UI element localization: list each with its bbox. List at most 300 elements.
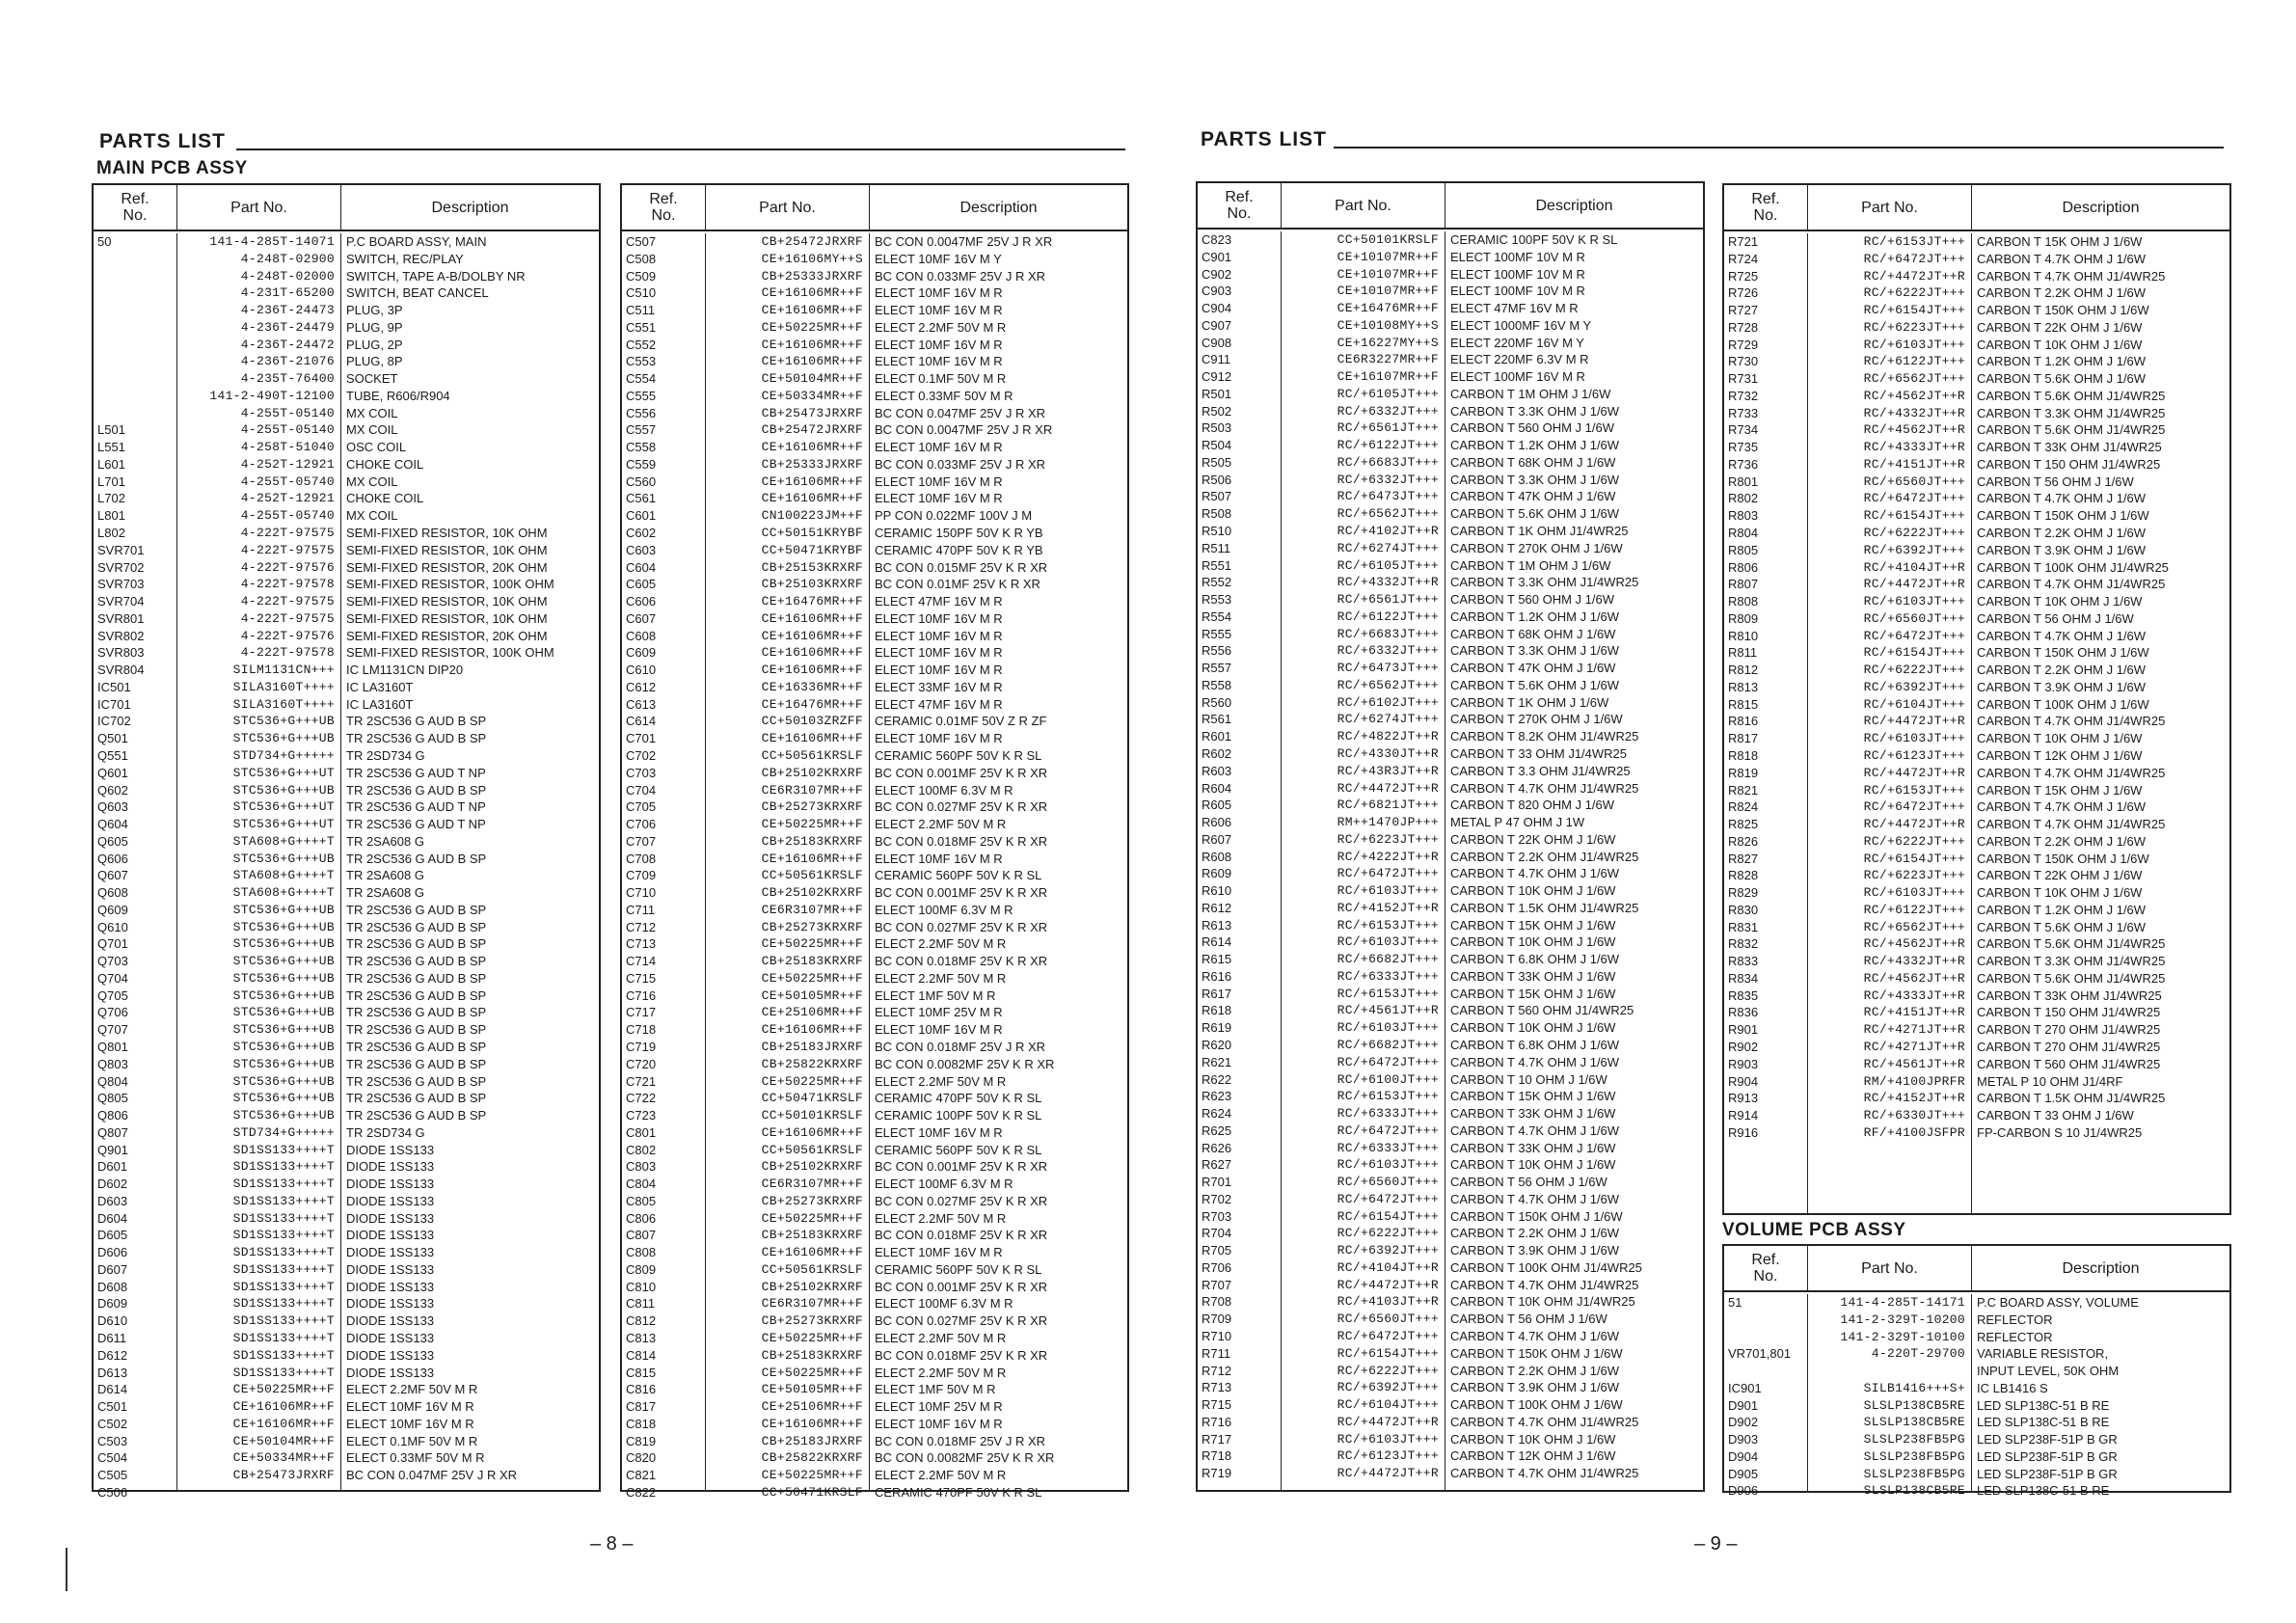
description-cell: CARBON T 1.2K OHM J 1/6W (1977, 902, 2147, 917)
part-no-cell: RC/+6122JT+++ (1863, 354, 1965, 369)
description-cell: CARBON T 2.2K OHM J 1/6W (1977, 833, 2147, 849)
description-cell: BC CON 0.0047MF 25V J R XR (875, 234, 1053, 249)
description-cell: CARBON T 3.3K OHM J 1/6W (1450, 472, 1620, 487)
description-cell: P.C BOARD ASSY, MAIN (346, 234, 487, 249)
part-no-cell: CB+25102KRXRF (761, 1159, 863, 1175)
part-no-cell: RC/+6122JT+++ (1337, 438, 1439, 453)
part-no-cell: CE+50225MR++F (761, 1331, 863, 1345)
part-no-cell: SLSLP238FB5PG (1863, 1448, 1965, 1464)
description-cell: CARBON T 2.2K OHM J 1/6W (1450, 1363, 1620, 1378)
ref-cell: SVR801 (97, 610, 145, 626)
ref-cell: L802 (97, 526, 125, 541)
part-no-cell: CE+50225MR++F (761, 817, 863, 832)
part-no-cell: RC/+6561JT+++ (1337, 420, 1439, 436)
description-cell: BC CON 0.001MF 25V K R XR (875, 1279, 1048, 1294)
description-cell: DIODE 1SS133 (346, 1347, 435, 1363)
description-cell: TR 2SD734 G (346, 1124, 425, 1140)
part-no-cell: RC/+4561JT++R (1337, 1003, 1439, 1018)
description-cell: CARBON T 100K OHM J1/4WR25 (1977, 559, 2169, 575)
ref-cell: D605 (97, 1228, 128, 1243)
ref-cell: R732 (1728, 388, 1759, 403)
part-no-cell: RC/+6821JT+++ (1337, 798, 1439, 813)
ref-cell: C904 (1202, 301, 1232, 316)
description-column (869, 233, 1127, 1500)
ref-cell: C704 (626, 782, 657, 798)
description-cell: ELECT 100MF 10V M R (1450, 249, 1585, 264)
part-no-cell: RC/+4102JT++R (1337, 524, 1439, 539)
ref-cell: C714 (626, 954, 657, 969)
part-no-cell: CE+25106MR++F (761, 1399, 863, 1415)
part-no-cell: RC/+6223JT+++ (1863, 868, 1965, 883)
part-no-cell: RC/+4562JT++R (1863, 936, 1965, 952)
ref-cell: R826 (1728, 833, 1759, 849)
part-no-cell: CE6R3107MR++F (761, 782, 863, 798)
part-no-cell: CE+16106MR++F (232, 1416, 335, 1431)
ref-cell: R552 (1202, 575, 1232, 590)
part-no-cell: SLSLP138CB5RE (1863, 1415, 1965, 1430)
ref-cell: Q703 (97, 954, 128, 969)
description-cell: ELECT 0.1MF 50V M R (875, 371, 1007, 387)
ref-cell: D612 (97, 1347, 128, 1363)
ref-cell: IC701 (97, 696, 131, 712)
ref-cell: R615 (1202, 952, 1232, 967)
description-cell: CARBON T 150K OHM J 1/6W (1977, 645, 2149, 661)
part-no-cell: SD1SS133++++T (232, 1177, 335, 1192)
ref-cell: R818 (1728, 747, 1759, 763)
part-no-cell: CE+16476MR++F (1337, 301, 1439, 316)
description-cell: CARBON T 15K OHM J 1/6W (1450, 917, 1616, 933)
ref-cell: C603 (626, 542, 657, 557)
part-no-cell: RC/+6103JT+++ (1863, 731, 1965, 746)
ref-cell: C814 (626, 1347, 657, 1363)
description-cell: CARBON T 6.8K OHM J 1/6W (1450, 1037, 1620, 1052)
description-cell: ELECT 10MF 16V M R (875, 1245, 1003, 1260)
description-cell: PLUG, 2P (346, 337, 403, 352)
description-cell: CARBON T 2.2K OHM J 1/6W (1977, 526, 2147, 541)
description-cell: ELECT 10MF 16V M R (875, 851, 1003, 866)
description-cell: CARBON T 4.7K OHM J 1/6W (1450, 1123, 1620, 1138)
part-no-cell: RC/+4332JT++R (1337, 575, 1439, 590)
part-no-cell: 4-220T-29700 (1871, 1346, 1965, 1362)
description-cell: CARBON T 15K OHM J 1/6W (1450, 986, 1616, 1001)
ref-cell: R719 (1202, 1466, 1232, 1481)
ref-cell: R902 (1728, 1039, 1759, 1054)
description-cell: BC CON 0.018MF 25V K R XR (875, 1228, 1048, 1243)
ref-cell: C506 (97, 1484, 128, 1500)
part-no-cell: 141-2-490T-12100 (209, 388, 335, 403)
part-no-cell: CE+16476MR++F (761, 594, 863, 609)
part-no-cell: CB+25183KRXRF (761, 954, 863, 969)
right-title-rule (1334, 147, 2224, 149)
part-no-cell: CE+10107MR++F (1337, 266, 1439, 282)
part-no-cell: RC/+4472JT++R (1863, 817, 1965, 832)
ref-cell: L702 (97, 491, 125, 506)
part-no-cell: RC/+6330JT+++ (1863, 1108, 1965, 1123)
description-cell: CARBON T 2.2K OHM J 1/6W (1977, 285, 2147, 301)
description-cell: ELECT 10MF 16V M R (875, 303, 1003, 318)
ref-cell: SVR701 (97, 542, 145, 557)
ref-cell: D905 (1728, 1466, 1759, 1481)
part-no-cell: STC536+G+++UT (232, 799, 335, 815)
description-cell: BC CON 0.018MF 25V K R XR (875, 833, 1048, 849)
part-no-cell: RC/+6682JT+++ (1337, 952, 1439, 967)
description-cell: CARBON T 1M OHM J 1/6W (1450, 386, 1611, 401)
ref-cell: R735 (1728, 440, 1759, 455)
description-cell: TR 2SA608 G (346, 833, 424, 849)
ref-cell: C553 (626, 354, 657, 369)
part-no-cell: RC/+6104JT+++ (1863, 696, 1965, 712)
ref-cell: R609 (1202, 866, 1232, 881)
part-no-cell: RC/+4332JT++R (1863, 954, 1965, 969)
description-cell: ELECT 220MF 16V M Y (1450, 335, 1584, 350)
part-no-cell: SD1SS133++++T (232, 1261, 335, 1277)
part-no-cell: RC/+4151JT++R (1863, 456, 1965, 472)
description-cell: TR 2SC536 G AUD T NP (346, 765, 486, 780)
ref-cell: C805 (626, 1193, 657, 1208)
part-no-cell: SD1SS133++++T (232, 1142, 335, 1157)
description-cell: DIODE 1SS133 (346, 1279, 435, 1294)
description-cell: VARIABLE RESISTOR, (1977, 1346, 2109, 1362)
ref-cell: Q704 (97, 970, 128, 986)
part-no-cell: CB+25273KRXRF (761, 1193, 863, 1208)
ref-cell: R727 (1728, 303, 1759, 318)
description-cell: SWITCH, TAPE A-B/DOLBY NR (346, 268, 526, 284)
description-cell: BC CON 0.018MF 25V K R XR (875, 1347, 1048, 1363)
part-no-cell: RC/+6103JT+++ (1337, 934, 1439, 950)
right-page-title: PARTS LIST (1201, 128, 1327, 150)
ref-cell: R724 (1728, 251, 1759, 266)
description-cell: IC LB1416 S (1977, 1380, 2048, 1395)
ref-cell: R503 (1202, 420, 1232, 436)
description-cell: CARBON T 10K OHM J 1/6W (1450, 1020, 1616, 1036)
ref-cell: R803 (1728, 508, 1759, 524)
part-no-cell: 141-4-285T-14071 (209, 234, 335, 249)
description-cell: CARBON T 4.7K OHM J1/4WR25 (1977, 817, 2166, 832)
ref-cell: R835 (1728, 987, 1759, 1003)
ref-cell: R821 (1728, 782, 1759, 798)
ref-cell: C711 (626, 902, 656, 917)
part-no-cell: RC/+4472JT++R (1863, 268, 1965, 284)
ref-cell: R561 (1202, 712, 1232, 727)
ref-cell: C559 (626, 456, 657, 472)
ref-cell: IC501 (97, 679, 131, 694)
part-no-cell: SD1SS133++++T (232, 1296, 335, 1312)
description-header: Description (1971, 185, 2229, 230)
part-no-cell: RC/+4561JT++R (1863, 1056, 1965, 1071)
ref-cell: C806 (626, 1210, 657, 1226)
part-no-cell: 4-222T-97575 (240, 594, 335, 609)
description-cell: ELECT 2.2MF 50V M R (875, 1073, 1007, 1089)
description-cell: ELECT 220MF 6.3V M R (1450, 352, 1589, 367)
ref-cell: D603 (97, 1193, 128, 1208)
part-no-cell: STC536+G+++UB (232, 714, 335, 729)
part-no-cell: RM/+4100JPRFR (1863, 1073, 1965, 1089)
ref-cell: C820 (626, 1450, 657, 1466)
main-pcb-table-2 (620, 183, 1129, 1500)
part-no-cell: RC/+4152JT++R (1863, 1091, 1965, 1106)
part-no-cell: RC/+4472JT++R (1863, 577, 1965, 592)
ref-cell: R506 (1202, 472, 1232, 487)
description-cell: BC CON 0.018MF 25V J R XR (875, 1433, 1045, 1448)
part-no-cell: CE+16106MR++F (761, 1022, 863, 1038)
description-cell: TUBE, R606/R904 (346, 388, 450, 403)
description-cell: CARBON T 4.7K OHM J 1/6W (1450, 1191, 1620, 1206)
description-cell: BC CON 0.027MF 25V K R XR (875, 1313, 1048, 1329)
description-cell: DIODE 1SS133 (346, 1365, 435, 1380)
part-no-cell: SILA3160T++++ (232, 679, 335, 694)
ref-cell: Q610 (97, 919, 128, 934)
description-cell: TR 2SC536 G AUD B SP (346, 936, 487, 952)
ref-cell: R721 (1728, 234, 1759, 249)
part-no-cell: CE+16106MR++F (761, 473, 863, 489)
ref-cell: Q603 (97, 799, 128, 815)
description-cell: CARBON T 3.3K OHM J1/4WR25 (1450, 575, 1639, 590)
ref-cell: C607 (626, 610, 657, 626)
ref-cell: R709 (1202, 1312, 1232, 1327)
ref-cell: C723 (626, 1108, 657, 1123)
description-cell: CARBON T 33K OHM J 1/6W (1450, 1106, 1616, 1122)
ref-no-header: Ref. No. (1751, 191, 1780, 224)
part-no-cell: RC/+6154JT+++ (1863, 851, 1965, 866)
description-cell: CERAMIC 100PF 50V K R SL (1450, 232, 1618, 247)
ref-cell: D604 (97, 1210, 128, 1226)
ref-cell: VR701,801 (1728, 1346, 1792, 1362)
description-cell: LED SLP238F-51P B GR (1977, 1432, 2118, 1447)
description-cell: MX COIL (346, 508, 398, 524)
part-no-cell: STD734+G+++++ (232, 747, 335, 763)
description-cell: DIODE 1SS133 (346, 1313, 435, 1329)
part-column (176, 233, 340, 1490)
description-cell: CARBON T 4.7K OHM J 1/6W (1450, 866, 1620, 881)
description-cell: CERAMIC 560PF 50V K R SL (875, 1142, 1042, 1157)
part-no-cell: SD1SS133++++T (232, 1279, 335, 1294)
description-cell: P.C BOARD ASSY, VOLUME (1977, 1295, 2139, 1310)
part-no-header: Part No. (1281, 183, 1445, 228)
description-cell: SEMI-FIXED RESISTOR, 10K OHM (346, 610, 548, 626)
ref-cell: Q607 (97, 868, 128, 883)
description-cell: CARBON T 100K OHM J1/4WR25 (1450, 1259, 1642, 1275)
ref-cell: L801 (97, 508, 125, 524)
ref-cell: R605 (1202, 798, 1232, 813)
ref-cell: R701 (1202, 1175, 1232, 1190)
part-no-cell: RC/+6122JT+++ (1863, 902, 1965, 917)
part-no-cell: CN100223JM++F (761, 508, 863, 524)
ref-cell: R817 (1728, 731, 1759, 746)
description-cell: ELECT 10MF 16V M R (875, 610, 1003, 626)
part-no-cell: CE6R3107MR++F (761, 902, 863, 917)
part-no-cell: CB+25102KRXRF (761, 885, 863, 901)
ref-cell: R811 (1728, 645, 1758, 661)
ref-cell: C508 (626, 251, 657, 266)
description-cell: PP CON 0.022MF 100V J M (875, 508, 1033, 524)
part-no-cell: CB+25273KRXRF (761, 919, 863, 934)
description-cell: CARBON T 33 OHM J1/4WR25 (1450, 745, 1628, 761)
description-cell: CARBON T 3.9K OHM J 1/6W (1450, 1380, 1620, 1395)
part-no-cell: RC/+6274JT+++ (1337, 712, 1439, 727)
ref-cell: C812 (626, 1313, 657, 1329)
part-no-cell: 4-255T-05740 (240, 508, 335, 524)
description-cell: CARBON T 5.6K OHM J 1/6W (1450, 677, 1620, 692)
description-cell: BC CON 0.0047MF 25V J R XR (875, 422, 1053, 438)
description-cell: CARBON T 560 OHM J 1/6W (1450, 420, 1615, 436)
ref-cell: C609 (626, 645, 657, 661)
description-cell: CARBON T 150K OHM J 1/6W (1450, 1208, 1623, 1224)
part-no-cell: CE+50225MR++F (761, 1365, 863, 1380)
part-no-cell: CB+25103KRXRF (761, 577, 863, 592)
part-no-cell: CB+25153KRXRF (761, 559, 863, 575)
part-no-cell: CC+50471KRSLF (761, 1484, 863, 1500)
description-cell: CARBON T 10K OHM J 1/6W (1977, 731, 2143, 746)
ref-cell: R501 (1202, 386, 1232, 401)
ref-cell: Q602 (97, 782, 128, 798)
part-no-cell: 4-236T-24479 (240, 319, 335, 335)
ref-cell: R829 (1728, 885, 1759, 901)
part-no-cell: RC/+6392JT+++ (1337, 1243, 1439, 1258)
description-cell: CARBON T 3.3K OHM J1/4WR25 (1977, 954, 2166, 969)
description-cell: CARBON T 15K OHM J 1/6W (1450, 1089, 1616, 1104)
part-no-cell: SILB1416+++S+ (1863, 1380, 1965, 1395)
ref-cell: C510 (626, 285, 657, 301)
part-no-cell: 4-222T-97575 (240, 542, 335, 557)
ref-cell: C809 (626, 1261, 657, 1277)
ref-cell: IC901 (1728, 1380, 1762, 1395)
part-no-cell: SD1SS133++++T (232, 1347, 335, 1363)
description-cell: TR 2SA608 G (346, 868, 424, 883)
ref-cell: C818 (626, 1416, 657, 1431)
ref-cell: C614 (626, 714, 657, 729)
description-cell: CARBON T 33K OHM J 1/6W (1450, 1140, 1616, 1155)
ref-cell: R626 (1202, 1140, 1232, 1155)
description-cell: DIODE 1SS133 (346, 1159, 435, 1175)
description-cell: TR 2SC536 G AUD B SP (346, 970, 487, 986)
ref-cell: C701 (626, 731, 657, 746)
description-cell: CARBON T 5.6K OHM J1/4WR25 (1977, 936, 2166, 952)
ref-cell: C715 (626, 970, 657, 986)
ref-cell: C504 (97, 1450, 128, 1466)
description-cell: CARBON T 33K OHM J1/4WR25 (1977, 440, 2162, 455)
description-cell: CARBON T 1M OHM J 1/6W (1450, 557, 1611, 573)
description-cell: CARBON T 1K OHM J 1/6W (1450, 694, 1609, 710)
table-header (622, 185, 1127, 231)
part-no-cell: SLSLP238FB5PG (1863, 1432, 1965, 1447)
ref-cell: R618 (1202, 1003, 1232, 1018)
part-no-cell: CE+16106MR++F (761, 285, 863, 301)
description-cell: CARBON T 3.9K OHM J 1/6W (1977, 679, 2147, 694)
main-pcb-table-3 (1196, 181, 1705, 1492)
description-cell: CARBON T 5.6K OHM J1/4WR25 (1977, 422, 2166, 438)
description-cell: ELECT 10MF 16V M R (875, 663, 1003, 678)
part-no-cell: STC536+G+++UB (232, 731, 335, 746)
description-cell: CARBON T 68K OHM J 1/6W (1450, 454, 1616, 470)
description-cell: ELECT 47MF 16V M R (875, 696, 1003, 712)
description-cell: CARBON T 47K OHM J 1/6W (1450, 661, 1616, 676)
ref-cell: R613 (1202, 917, 1232, 933)
part-no-cell: RC/+6103JT+++ (1337, 1020, 1439, 1036)
part-no-cell: RC/+4472JT++R (1863, 714, 1965, 729)
ref-cell: Q707 (97, 1022, 128, 1038)
ref-cell: R816 (1728, 714, 1759, 729)
part-no-cell: SD1SS133++++T (232, 1159, 335, 1175)
ref-cell: C808 (626, 1245, 657, 1260)
description-cell: CERAMIC 470PF 50V K R SL (875, 1484, 1042, 1500)
description-cell: CARBON T 820 OHM J 1/6W (1450, 798, 1615, 813)
part-no-cell: RC/+6332JT+++ (1337, 643, 1439, 659)
ref-cell: R808 (1728, 594, 1759, 609)
ref-cell: IC702 (97, 714, 131, 729)
part-no-cell: STC536+G+++UB (232, 987, 335, 1003)
description-cell: CARBON T 4.7K OHM J1/4WR25 (1977, 577, 2166, 592)
description-cell: ELECT 10MF 16V M R (875, 1416, 1003, 1431)
part-no-cell: STC536+G+++UB (232, 936, 335, 952)
ref-cell: R832 (1728, 936, 1759, 952)
part-no-cell: RC/+6472JT+++ (1863, 251, 1965, 266)
part-no-cell: CE+50105MR++F (761, 987, 863, 1003)
ref-cell: C804 (626, 1177, 657, 1192)
part-no-cell: RM++1470JP+++ (1337, 815, 1439, 830)
ref-cell: D602 (97, 1177, 128, 1192)
part-no-cell: RC/+6223JT+++ (1863, 319, 1965, 335)
description-cell: FP-CARBON S 10 J1/4WR25 (1977, 1124, 2143, 1140)
part-no-cell: RC/+6154JT+++ (1863, 303, 1965, 318)
description-cell: ELECT 10MF 16V M R (875, 440, 1003, 455)
ref-cell: R623 (1202, 1089, 1232, 1104)
ref-cell: C554 (626, 371, 657, 387)
description-cell: TR 2SC536 G AUD B SP (346, 731, 487, 746)
part-no-cell: CE+16106MR++F (761, 1245, 863, 1260)
description-cell: CARBON T 22K OHM J 1/6W (1977, 319, 2143, 335)
part-no-cell: 4-235T-76400 (240, 371, 335, 387)
ref-cell: R624 (1202, 1106, 1232, 1122)
ref-cell: R617 (1202, 986, 1232, 1001)
ref-cell: R901 (1728, 1022, 1759, 1038)
description-cell: CARBON T 3.3 OHM J1/4WR25 (1450, 763, 1631, 778)
part-no-cell: RC/+6332JT+++ (1337, 403, 1439, 419)
part-no-header: Part No. (1807, 185, 1971, 230)
description-cell: BC CON 0.0082MF 25V K R XR (875, 1056, 1055, 1071)
left-title-rule (236, 149, 1125, 150)
part-no-cell: CC+50471KRSLF (761, 1091, 863, 1106)
margin-mark (66, 1548, 68, 1591)
description-cell: CARBON T 560 OHM J1/4WR25 (1450, 1003, 1634, 1018)
ref-cell: C552 (626, 337, 657, 352)
ref-cell: R622 (1202, 1071, 1232, 1087)
ref-cell: C912 (1202, 369, 1232, 385)
ref-cell: C708 (626, 851, 657, 866)
part-no-cell: SLSLP238FB5PG (1863, 1466, 1965, 1481)
ref-cell: Q604 (97, 817, 128, 832)
part-no-cell: STC536+G+++UB (232, 1091, 335, 1106)
part-no-cell: CB+25183KRXRF (761, 1228, 863, 1243)
part-no-cell: RC/+6561JT+++ (1337, 592, 1439, 608)
part-no-header: Part No. (176, 185, 340, 230)
part-no-cell: RC/+6333JT+++ (1337, 1106, 1439, 1122)
description-cell: BC CON 0.047MF 25V J R XR (346, 1468, 517, 1483)
part-no-cell: RC/+6222JT+++ (1863, 526, 1965, 541)
description-cell: ELECT 1000MF 16V M Y (1450, 317, 1592, 333)
part-no-cell: 4-252T-12921 (240, 491, 335, 506)
description-cell: CARBON T 2.2K OHM J1/4WR25 (1450, 849, 1639, 864)
part-no-cell: SD1SS133++++T (232, 1245, 335, 1260)
ref-cell: C823 (1202, 232, 1232, 247)
description-cell: INPUT LEVEL, 50K OHM (1977, 1364, 2120, 1379)
ref-cell: Q501 (97, 731, 128, 746)
description-cell: BC CON 0.047MF 25V J R XR (875, 405, 1045, 420)
description-cell: TR 2SC536 G AUD B SP (346, 1022, 487, 1038)
part-no-cell: RC/+6153JT+++ (1337, 986, 1439, 1001)
ref-cell: C509 (626, 268, 657, 284)
description-cell: CARBON T 10K OHM J 1/6W (1450, 883, 1616, 899)
description-cell: CARBON T 56 OHM J 1/6W (1450, 1312, 1607, 1327)
